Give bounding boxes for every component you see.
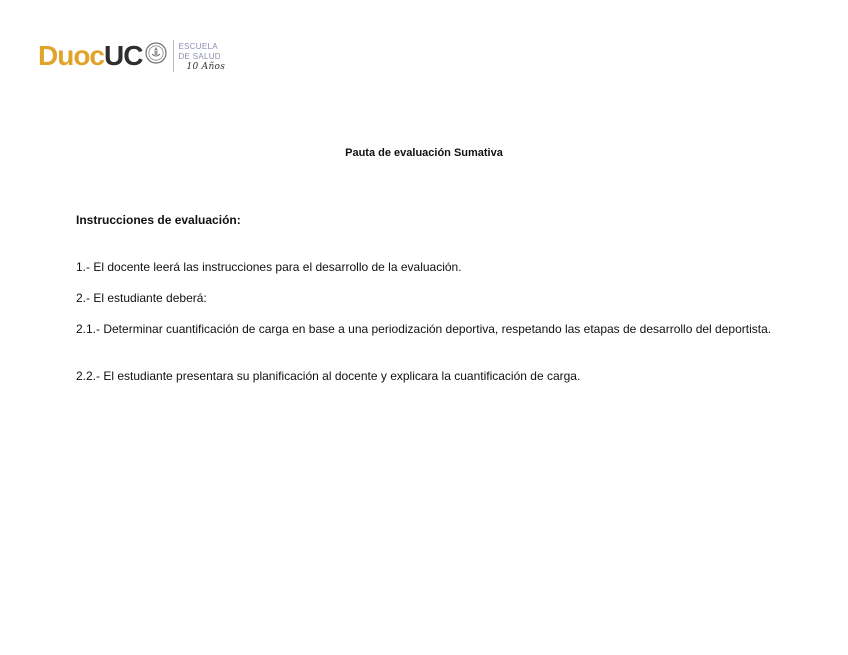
- logo-duoc-text: Duoc: [38, 40, 104, 71]
- logo-wordmark: [38, 36, 142, 76]
- university-seal-icon: [145, 42, 167, 64]
- logo-divider: [173, 40, 174, 72]
- logo-school-line-2: DE SALUD: [178, 52, 221, 61]
- instructions-heading: Instrucciones de evaluación:: [76, 213, 241, 227]
- instruction-paragraph-2-1: 2.1.- Determinar cuantificación de carga en base a una periodización deportiva, respetando las etapas de desarrollo del deportista.: [76, 322, 772, 336]
- instruction-paragraph-1: 1.- El docente leerá las instrucciones para el desarrollo de la evaluación.: [76, 260, 462, 274]
- logo-uc-text: UC: [104, 40, 143, 71]
- duoc-uc-logo: [38, 36, 226, 78]
- document-title: Pauta de evaluación Sumativa: [345, 147, 503, 159]
- logo-years-mark: 10 Años: [186, 62, 226, 72]
- instruction-paragraph-2-2: 2.2.- El estudiante presentara su planificación al docente y explicara la cuantificación de carga.: [76, 369, 581, 383]
- instruction-paragraph-2: 2.- El estudiante deberá:: [76, 291, 207, 305]
- logo-school-name: [178, 42, 226, 72]
- logo-school-line-1: ESCUELA: [178, 42, 218, 51]
